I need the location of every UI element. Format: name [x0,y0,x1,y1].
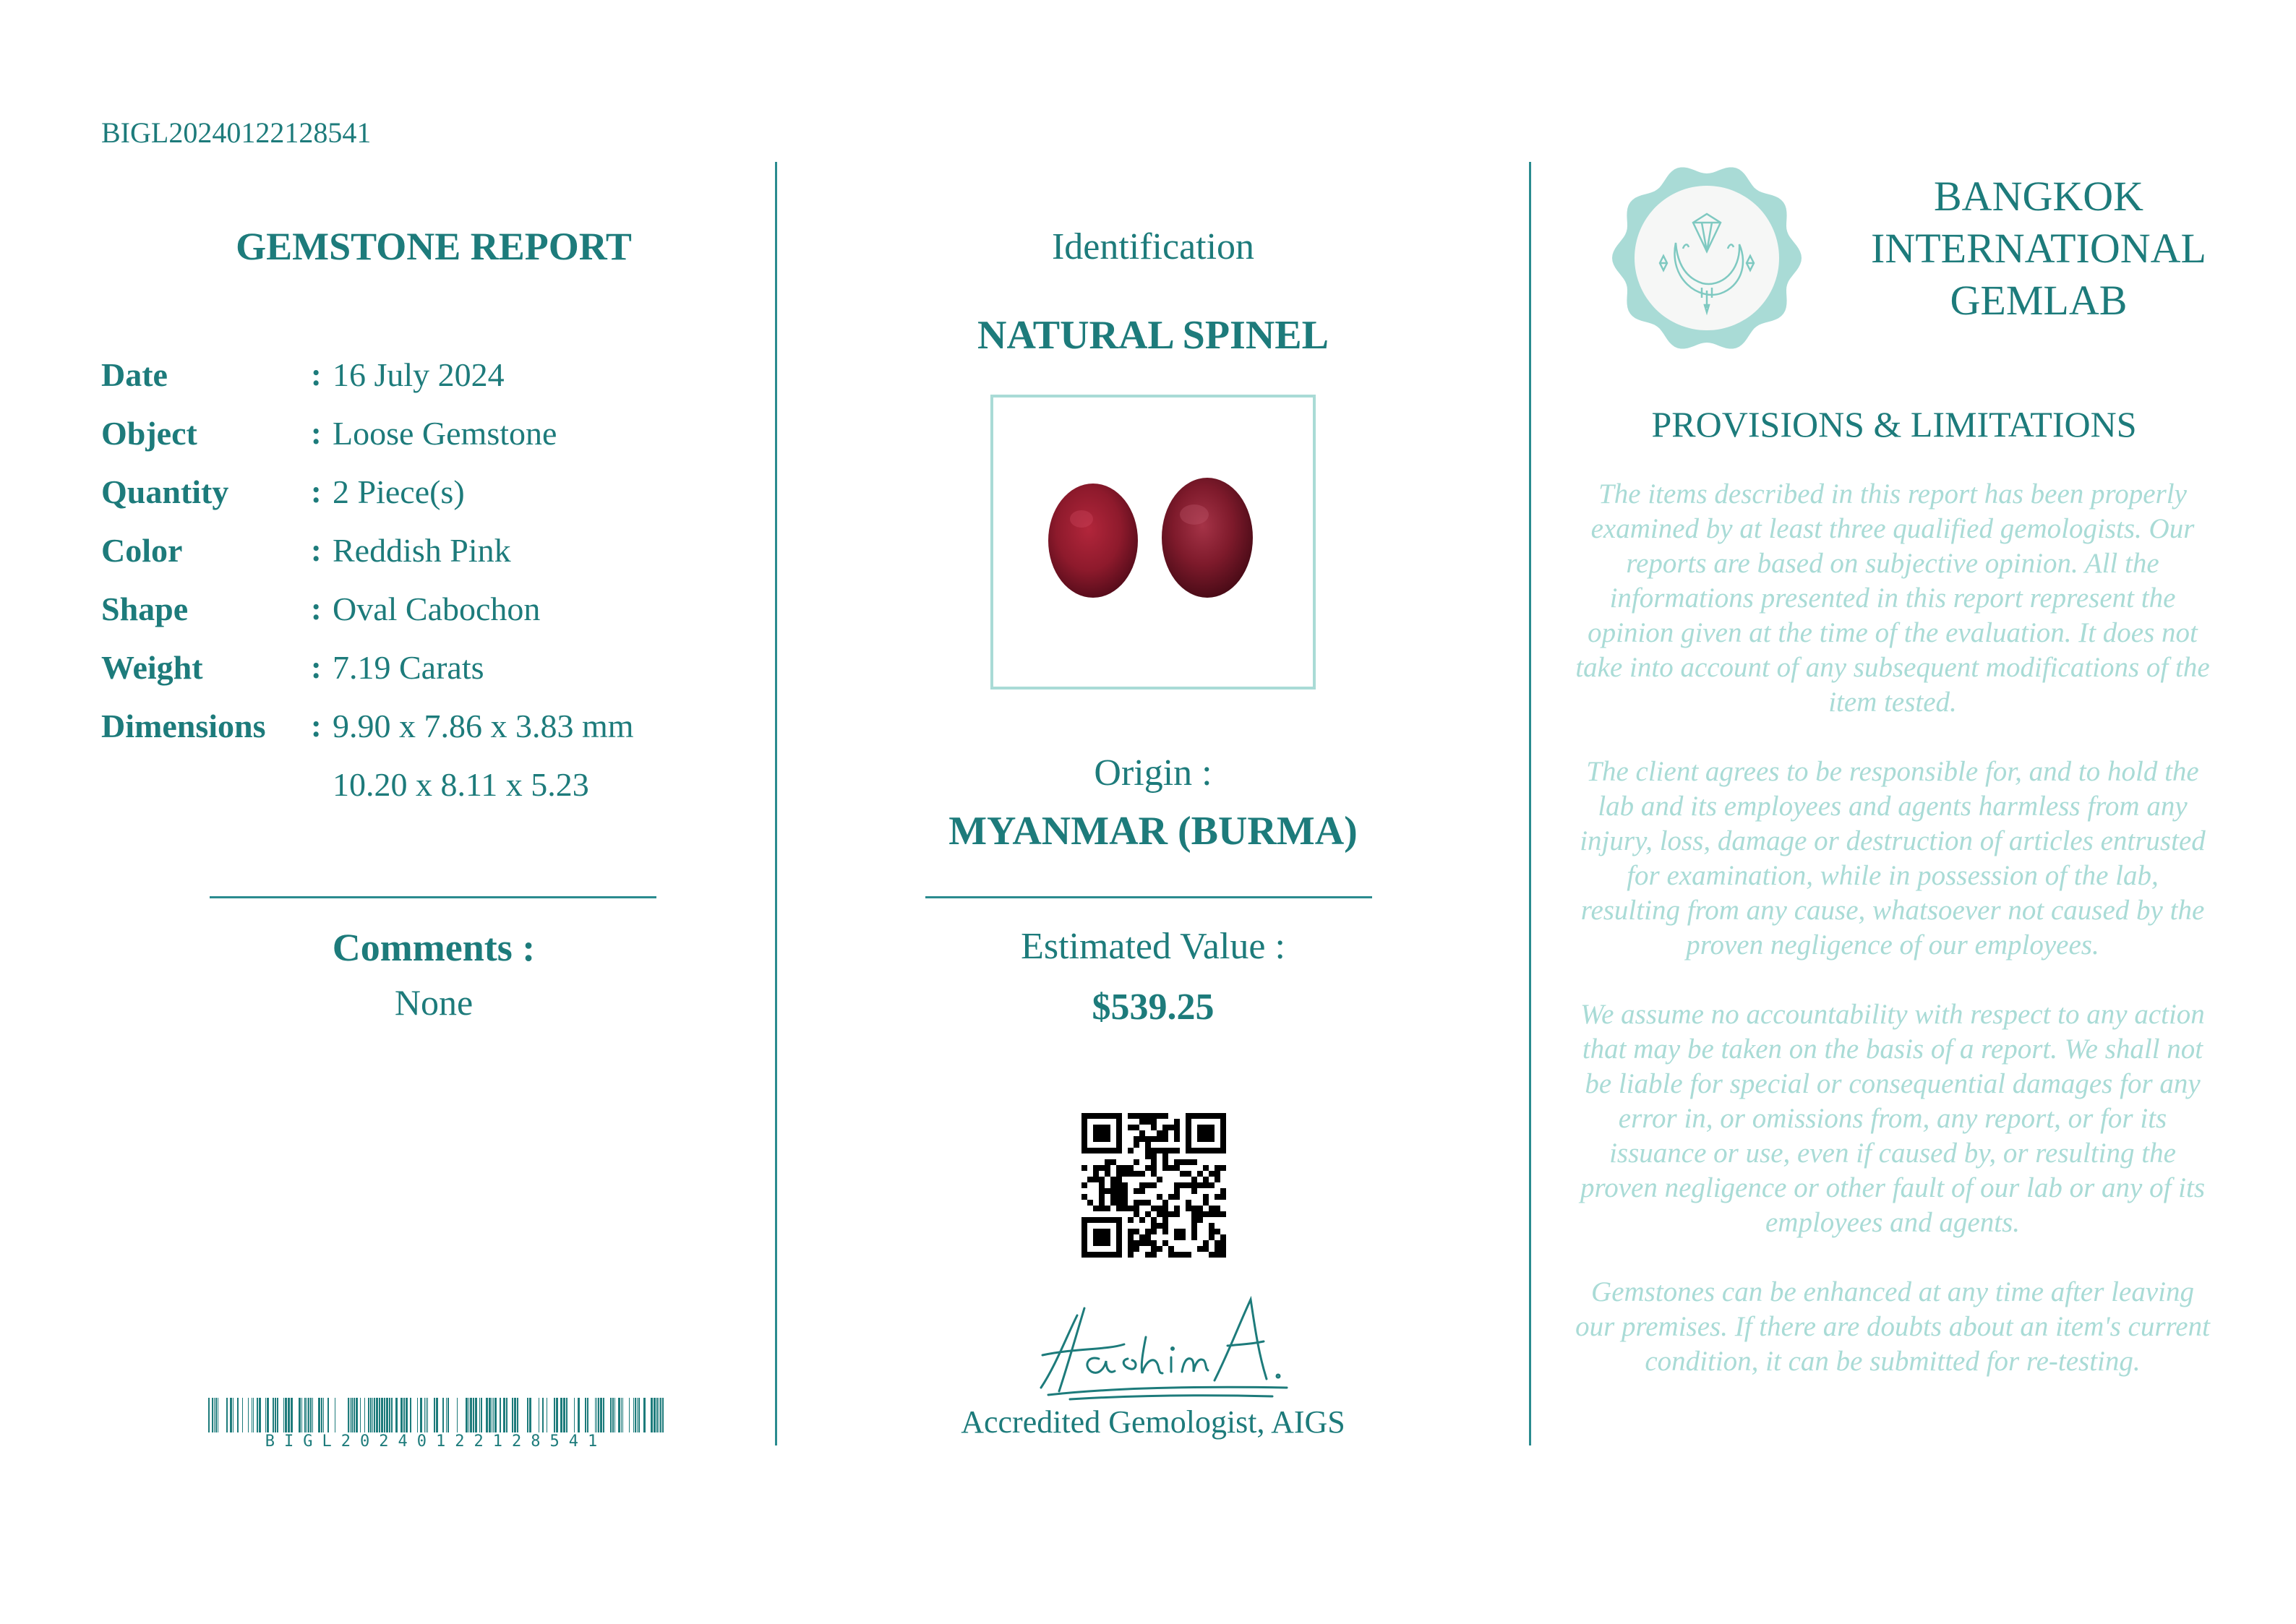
spec-value: 9.90 x 7.86 x 3.83 mm [333,708,634,744]
spec-value: Loose Gemstone [333,415,557,452]
report-title: GEMSTONE REPORT [236,225,632,268]
spec-value: 2 Piece(s) [333,473,465,510]
spec-colon: : [311,357,322,392]
spec-row-shape [101,580,752,638]
spec-value: Oval Cabochon [333,590,541,627]
provisions-paragraph: The client agrees to be responsible for, and to hold the lab and its employees and agents harmless from any injury, loss, damage or destruction of articles entrusted for examination, while in possession of the lab, resulting from any cause, whatsoever not caused by the proven negligence of our employees. [1580,756,2206,961]
identification-label: Identification [1051,226,1255,267]
spec-label: Quantity [101,473,229,510]
comments-value: None [394,982,474,1023]
spec-table [101,345,752,814]
spec-value: 10.20 x 8.11 x 5.23 [333,766,589,803]
provisions-body [1575,477,2211,1414]
spec-value: 16 July 2024 [333,356,505,393]
spec-colon: : [311,650,322,685]
spec-row-quantity [101,463,752,521]
origin-label: Origin : [1094,752,1212,794]
spec-label: Weight [101,649,203,686]
gemstone-2 [1162,478,1253,598]
estimated-value-label: Estimated Value : [1021,926,1285,967]
report-number: BIGL20240122128541 [101,116,372,149]
spec-label: Date [101,356,168,393]
barcode [208,1398,664,1432]
spec-colon: : [311,474,322,510]
spec-row-object [101,404,752,463]
spec-row-date [101,345,752,404]
lab-name-line: BANGKOK [1934,173,2143,220]
gemstone-image [993,398,1313,687]
spec-label: Object [101,415,197,452]
lab-name-line: GEMLAB [1950,277,2128,324]
gemstone-1 [1048,484,1138,598]
qr-code [1081,1113,1226,1258]
gemologist-title: Accredited Gemologist, AIGS [961,1404,1345,1440]
signature [998,1286,1301,1402]
provisions-paragraph: We assume no accountability with respect to any action that may be taken on the basis of a report. We shall not be liable for special or consequential damages for any error in, or omissions from, any report, or for its issuance or use, even if caused by, or resulting the proven negligence or other fault of our lab or any of its employees and agents. [1580,999,2206,1238]
provisions-paragraph: The items described in this report has been properly examined by at least three qualified gemologists. Our reports are based on subjective opinion. All the informations presented in this report represent the opinion given at the time of the evaluation. It does not take into account of any subsequent modifications of the item tested. [1575,478,2210,718]
spec-label: Dimensions [101,708,266,744]
spec-value: 7.19 Carats [333,649,484,686]
spec-row-color [101,521,752,580]
column-divider-right [1529,162,1531,1445]
spec-value: Reddish Pink [333,532,511,569]
origin-value: MYANMAR (BURMA) [948,809,1358,854]
spec-label: Shape [101,590,189,627]
spec-row-dimensions-extra [101,755,752,814]
lab-name [1851,171,2227,327]
lab-name-line: INTERNATIONAL [1871,225,2206,272]
spec-colon: : [311,416,322,451]
provisions-paragraph: Gemstones can be enhanced at any time after leaving our premises. If there are doubts about an item's current condition, it can be submitted for re-testing. [1575,1276,2210,1377]
spec-colon: : [311,591,322,627]
divider-line [210,896,656,898]
spec-row-weight [101,638,752,697]
identification-value: NATURAL SPINEL [977,313,1329,358]
spec-label: Color [101,532,183,569]
crescent-diamond-seal-icon [1612,163,1802,353]
estimated-value: $539.25 [1092,987,1215,1028]
spec-colon: : [311,708,322,744]
barcode-text: BIGL20240122128541 [265,1432,607,1451]
provisions-title: PROVISIONS & LIMITATIONS [1651,404,2137,444]
gem-photo [990,395,1316,689]
spec-colon: : [311,533,322,568]
divider-line [925,896,1372,898]
comments-label: Comments : [332,926,536,969]
spec-row-dimensions [101,697,752,755]
